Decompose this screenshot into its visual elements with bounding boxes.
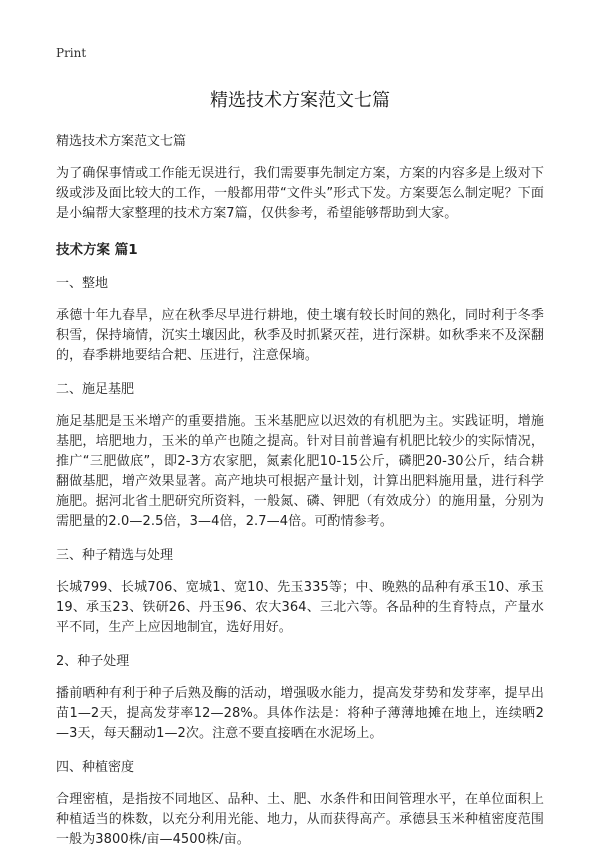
section-title: 技术方案 篇1 xyxy=(56,242,138,258)
block-heading-4: 2、种子处理 xyxy=(56,654,130,669)
block-heading-1: 一、整地 xyxy=(56,276,109,291)
block-heading-3: 三、种子精选与处理 xyxy=(56,548,174,563)
block-paragraph-2: 施足基肥是玉米增产的重要措施。玉米基肥应以迟效的有机肥为主。实践证明，增施基肥，培肥地力，玉米的单产也随之提高。针对目前普遍有机肥比较少的实际情况，推广“三肥做底”，即2-3方农家肥，氮素化肥10-15公斤，磷肥20-30公斤，结合耕翻做基肥，增产效果显著。高产地块可根据产量计划，计算出肥料施用量，进行科学施肥。据河北省土肥研究所资料，一般氮、磷、钾肥（有效成分）的施用量，分别为需肥量的2.0—2.5倍，3—4倍，2.7—4倍。可酌情参考。 xyxy=(56,414,544,529)
block-paragraph-4: 播前晒种有利于种子后熟及酶的活动，增强吸水能力，提高发芽势和发芽率，提早出苗1—2天，提高发芽率12—28%。具体作法是：将种子薄薄地摊在地上，连续晒2—3天，每天翻动1—2次。注意不要直接晒在水泥场上。 xyxy=(56,686,544,741)
block-heading-5: 四、种植密度 xyxy=(56,760,135,775)
document-subtitle: 精选技术方案范文七篇 xyxy=(56,134,187,149)
intro-paragraph: 为了确保事情或工作能无误进行，我们需要事先制定方案，方案的内容多是上级对下级或涉及面比较大的工作，一般都用带“文件头”形式下发。方案要怎么制定呢？下面是小编帮大家整理的技术方案7篇，仅供参考，希望能够帮助到大家。 xyxy=(56,166,544,221)
block-paragraph-1: 承德十年九春旱，应在秋季尽早进行耕地，使土壤有较长时间的熟化，同时利于冬季积雪，保持墒情，沉实土壤因此，秋季及时抓紧灭茬，进行深耕。如秋季来不及深翻的，春季耕地要结合耙、压进行，注意保墒。 xyxy=(56,308,544,363)
block-heading-2: 二、施足基肥 xyxy=(56,382,135,397)
block-paragraph-3: 长城799、长城706、宽城1、宽10、先玉335等；中、晚熟的品种有承玉10、承玉19、承玉23、铁研26、丹玉96、农大364、三北六等。各品种的生育特点，产量水平不同，生产上应因地制宜，选好用好。 xyxy=(56,580,544,635)
page-title: 精选技术方案范文七篇 xyxy=(210,90,390,111)
block-paragraph-5: 合理密植，是指按不同地区、品种、土、肥、水条件和田间管理水平，在单位面积上种植适当的株数，以充分利用光能、地力，从而获得高产。承德县玉米种植密度范围一般为3800株/亩—4500株/亩。 xyxy=(56,792,544,847)
print-link[interactable]: Print xyxy=(56,46,87,60)
